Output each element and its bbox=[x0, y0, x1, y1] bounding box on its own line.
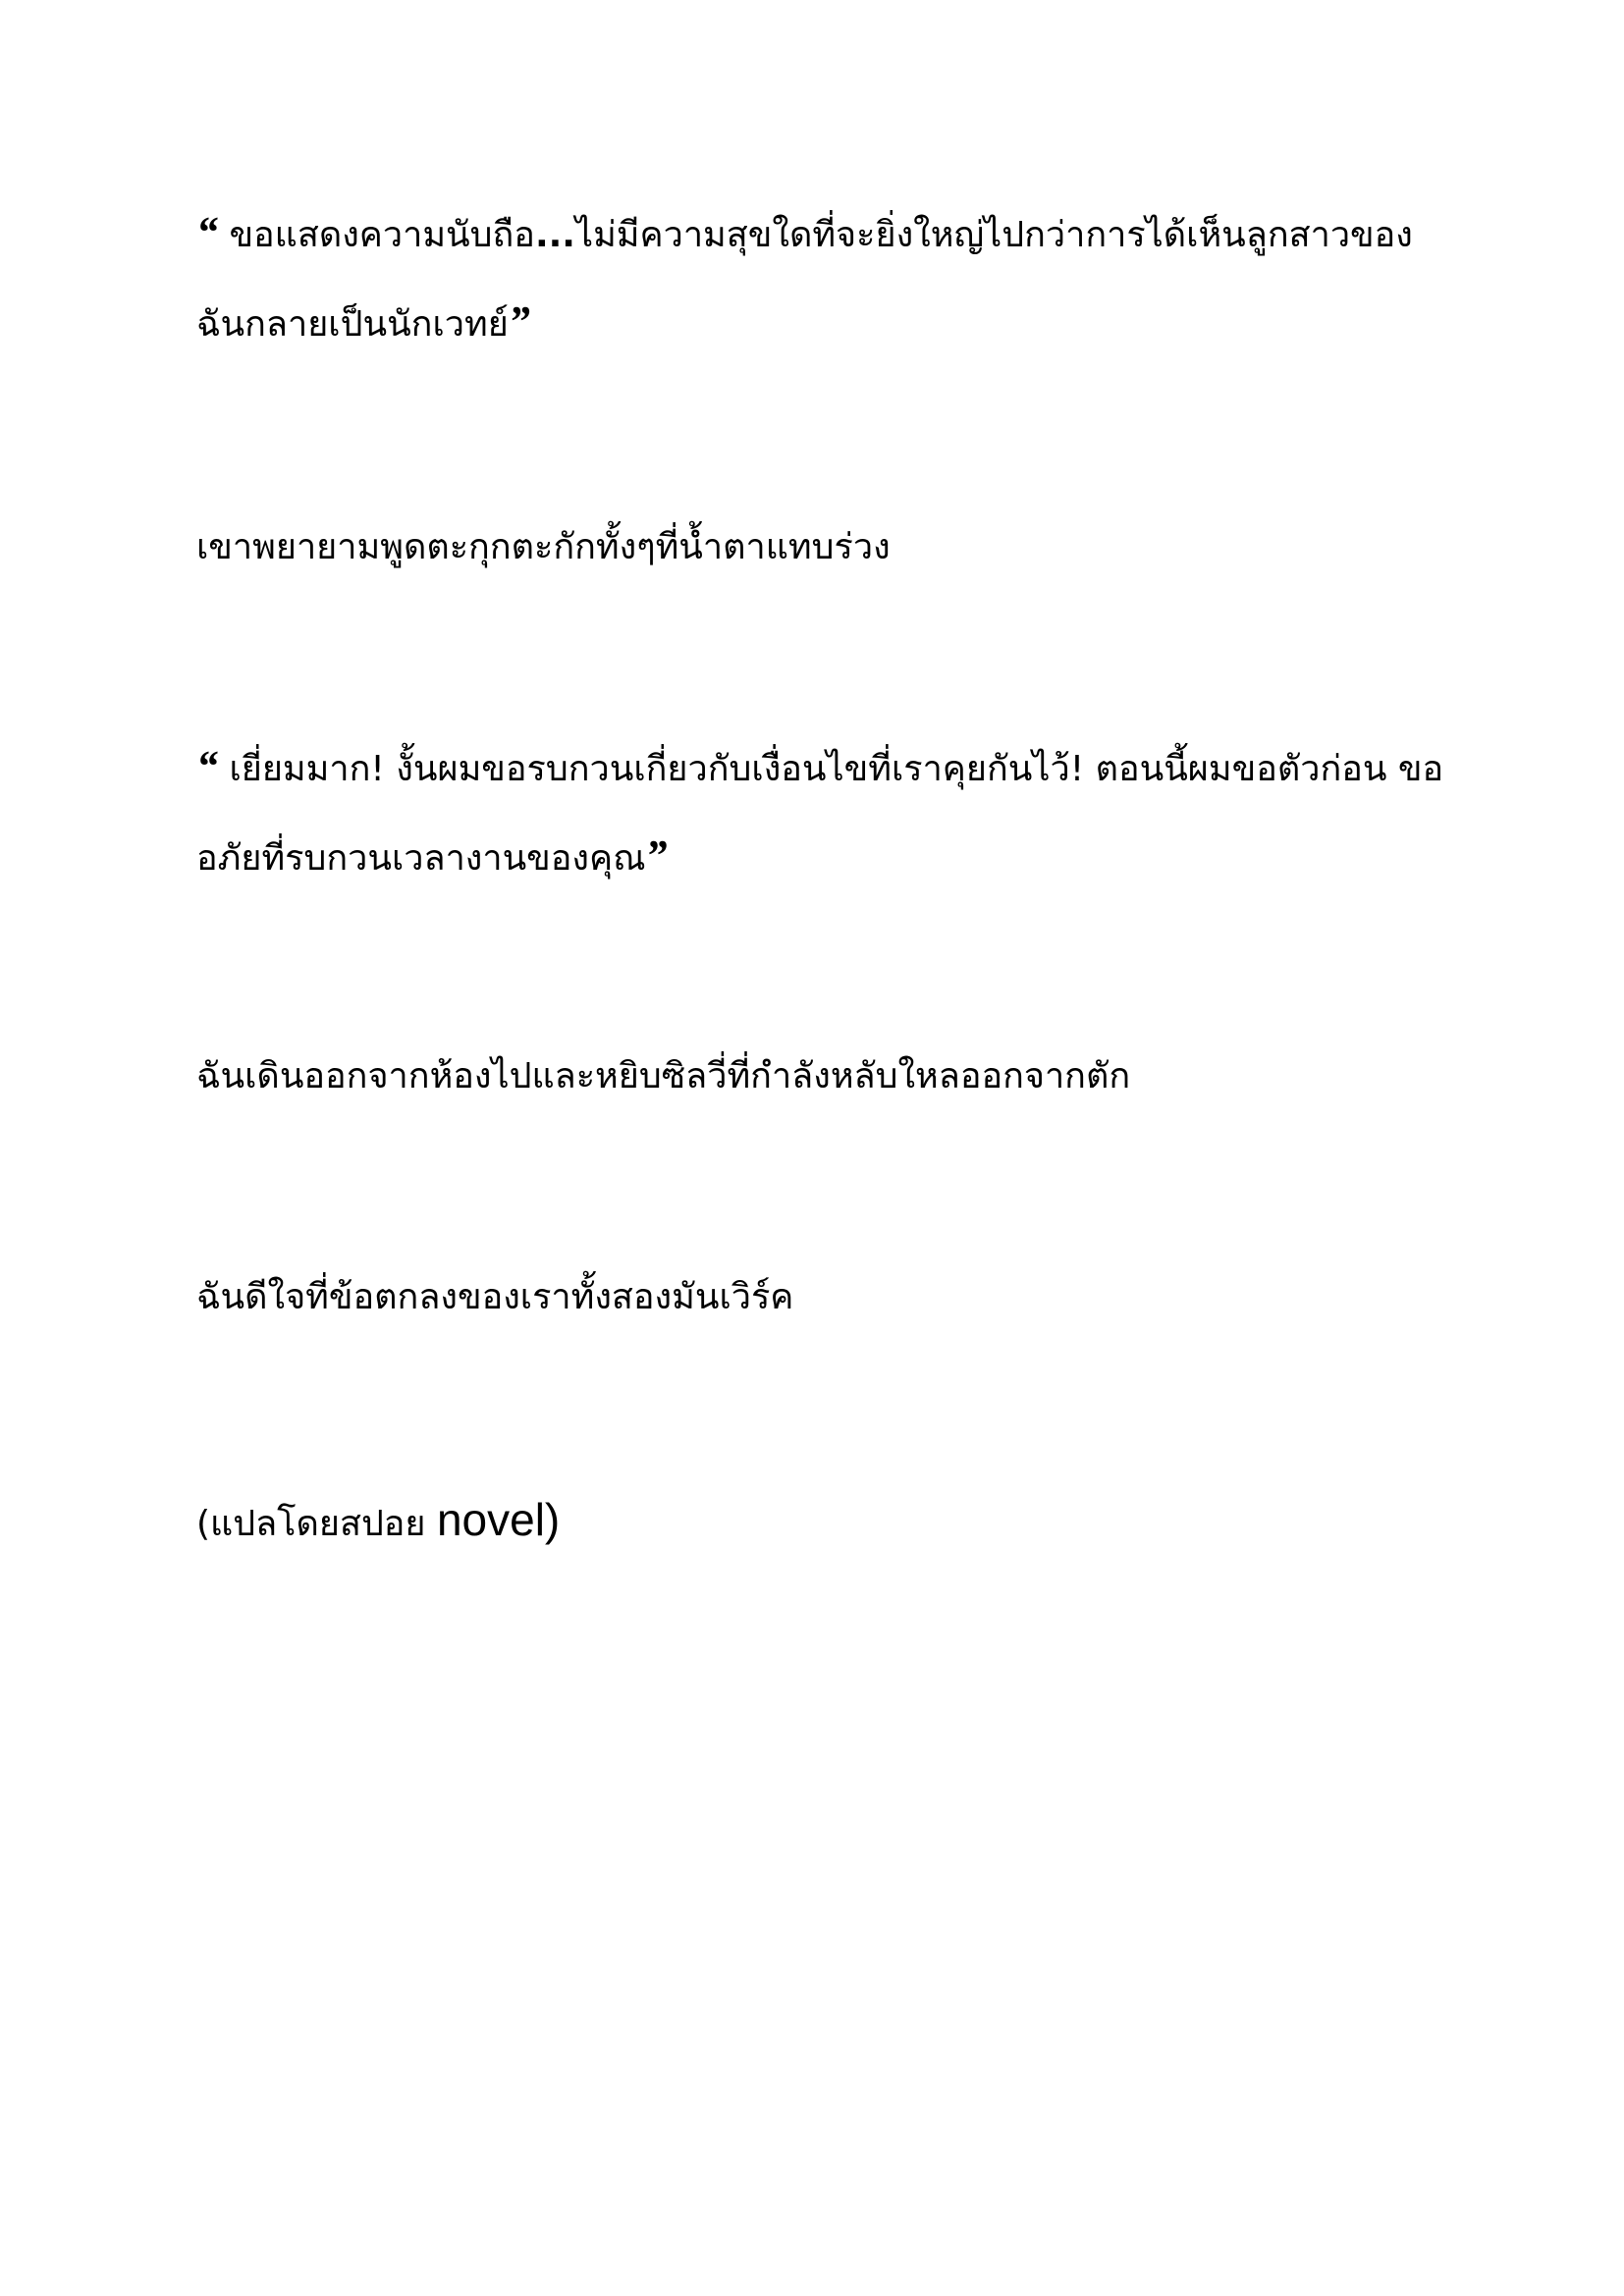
paragraph-text: เยี่ยมมาก! งั้นผมขอรบกวนเกี่ยวกับเงื่อนไขที่เราคุยกันไว้! ตอนนี้ผมขอตัวก่อน ขอ bbox=[218, 749, 1444, 789]
translator-credit bbox=[196, 1495, 560, 1549]
paragraph-text: ไม่มีความสุขใดที่จะยิ่งใหญ่ไปกว่าการได้เห็นลูกสาวของ bbox=[574, 215, 1413, 255]
paragraph-text: ขอแสดงความนับถือ bbox=[218, 215, 535, 255]
credit-thai-text: (แปลโดยสปอย bbox=[196, 1504, 437, 1544]
paragraph-2 bbox=[196, 523, 891, 572]
paragraph-3-line-1 bbox=[196, 742, 1443, 794]
paragraph-1-line-1 bbox=[196, 208, 1413, 260]
open-quote: “ bbox=[196, 208, 218, 256]
paragraph-4 bbox=[196, 1052, 1130, 1101]
paragraph-text: อภัยที่รบกวนเวลางานของคุณ bbox=[196, 838, 646, 879]
paragraph-1-line-2 bbox=[196, 297, 530, 349]
ellipsis: ... bbox=[534, 215, 575, 255]
credit-latin-text: novel) bbox=[436, 1494, 561, 1545]
open-quote: “ bbox=[196, 742, 218, 790]
paragraph-5 bbox=[196, 1273, 793, 1322]
close-quote: ” bbox=[508, 297, 530, 346]
paragraph-3-line-2 bbox=[196, 831, 667, 883]
paragraph-text: ฉันกลายเป็นนักเวทย์ bbox=[196, 304, 509, 345]
paragraph-text: ฉันดีใจที่ข้อตกลงของเราทั้งสองมันเวิร์ค bbox=[196, 1277, 794, 1317]
paragraph-text: ฉันเดินออกจากห้องไปและหยิบซิลวี่ที่กำลังหลับใหลออกจากตัก bbox=[196, 1056, 1131, 1096]
paragraph-text: เขาพยายามพูดตะกุกตะกักทั้งๆที่น้ำตาแทบร่วง bbox=[196, 527, 891, 567]
close-quote: ” bbox=[645, 831, 668, 880]
